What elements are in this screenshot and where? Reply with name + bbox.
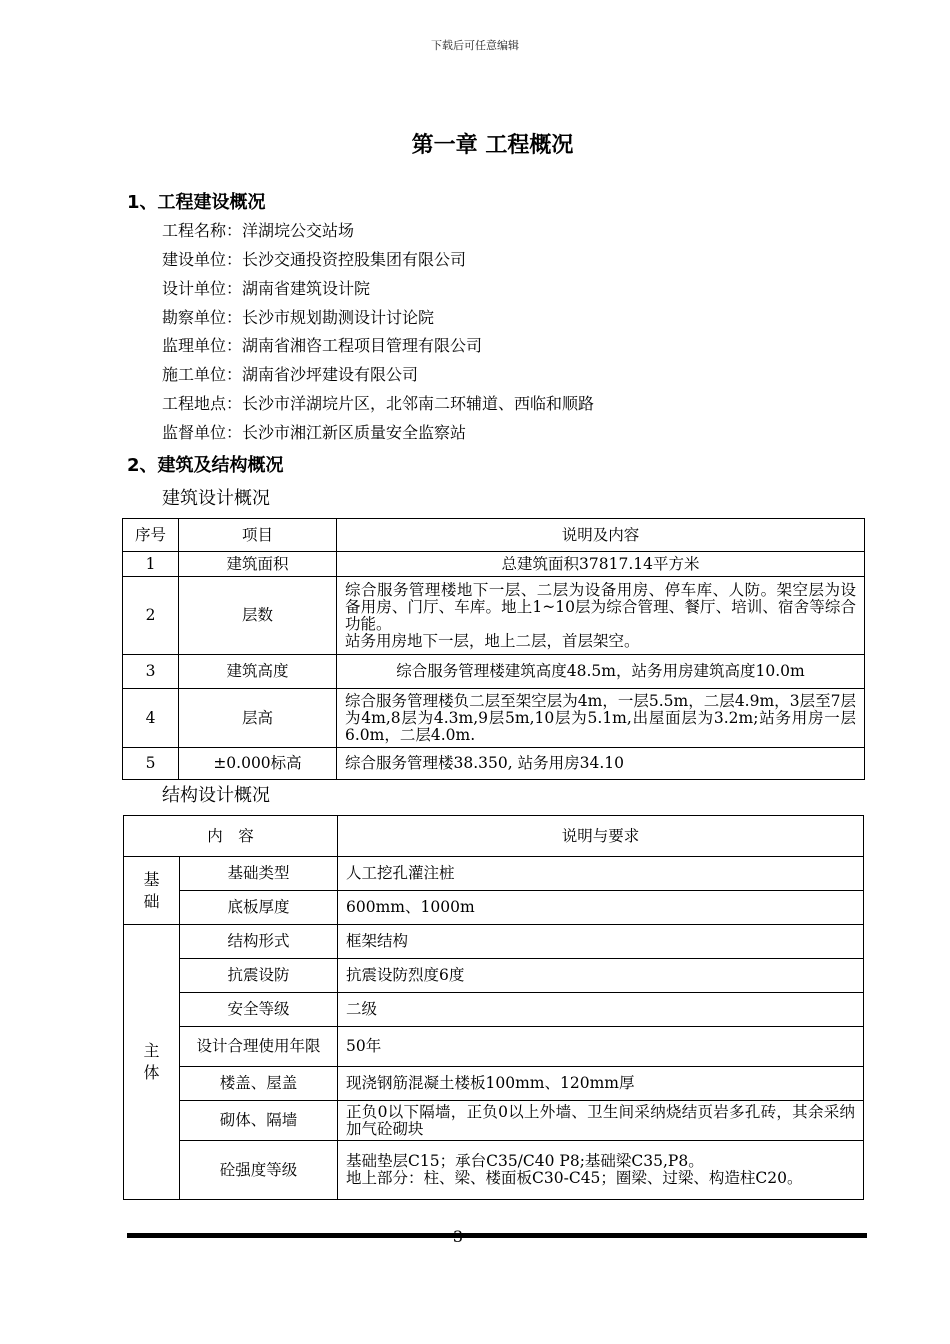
- row-item: 底板厚度: [180, 891, 338, 925]
- row-desc: 600mm、1000m: [338, 891, 864, 925]
- row-desc: 综合服务管理楼38.350, 站务用房34.10: [337, 748, 865, 780]
- table-row: [124, 959, 864, 993]
- info-line: 设计单位：湖南省建筑设计院: [162, 279, 371, 298]
- row-item: 楼盖、屋盖: [180, 1067, 338, 1101]
- structure-table: [123, 815, 864, 1200]
- table-row: [124, 1027, 864, 1067]
- column-header: 项目: [179, 519, 337, 552]
- info-line: 勘察单位：长沙市规划勘测设计讨论院: [162, 308, 435, 327]
- row-desc: [337, 577, 865, 655]
- chapter-title: 第一章 工程概况: [411, 133, 574, 158]
- group-label-text: 基础: [143, 869, 160, 911]
- row-item: 建筑面积: [179, 552, 337, 577]
- row-desc: 总建筑面积37817.14平方米: [337, 552, 865, 577]
- row-desc: 人工挖孔灌注桩: [338, 857, 864, 891]
- row-desc: 综合服务管理楼负二层至架空层为4m，一层5.5m，二层4.9m，3层至7层为4m,8层为4.3m,9层5m,10层为5.1m,出屋面层为3.2m;站务用房一层6.0m，二层4.0m.: [337, 689, 865, 748]
- row-item: 建筑高度: [179, 655, 337, 689]
- row-item: 层高: [179, 689, 337, 748]
- table-header-row: [123, 519, 865, 552]
- row-number: 2: [123, 577, 179, 655]
- row-desc: [338, 1141, 864, 1200]
- table-row: [124, 891, 864, 925]
- row-item: 基础类型: [180, 857, 338, 891]
- table-row: [124, 857, 864, 891]
- column-header: 说明与要求: [338, 816, 864, 857]
- table-row: [124, 993, 864, 1027]
- table-header-row: [124, 816, 864, 857]
- table-row: [124, 1101, 864, 1141]
- row-desc: 综合服务管理楼建筑高度48.5m，站务用房建筑高度10.0m: [337, 655, 865, 689]
- page-number: 3: [452, 1227, 464, 1246]
- info-line: 施工单位：湖南省沙坪建设有限公司: [162, 365, 419, 384]
- row-number: 1: [123, 552, 179, 577]
- info-line: 建设单位：长沙交通投资控股集团有限公司: [162, 250, 467, 269]
- section2-title: 2、建筑及结构概况: [127, 455, 284, 476]
- group-label: [124, 857, 180, 925]
- info-line: 监理单位：湖南省湘咨工程项目管理有限公司: [162, 336, 483, 355]
- row-item: 层数: [179, 577, 337, 655]
- row-desc: 正负0以下隔墙，正负0以上外墙、卫生间采纳烧结页岩多孔砖，其余采纳加气砼砌块: [338, 1101, 864, 1141]
- table-row: [123, 655, 865, 689]
- table-row: [123, 689, 865, 748]
- column-header: 序号: [123, 519, 179, 552]
- row-number: 4: [123, 689, 179, 748]
- row-item: 设计合理使用年限: [180, 1027, 338, 1067]
- row-item: ±0.000标高: [179, 748, 337, 780]
- page-header-note: 下载后可任意编辑: [431, 39, 519, 52]
- group-label: [124, 925, 180, 1200]
- struct-table-caption: 结构设计概况: [162, 785, 270, 806]
- table-row: [124, 1141, 864, 1200]
- row-desc-line: 地上部分：柱、梁、楼面板C30-C45；圈梁、过梁、构造柱C20。: [346, 1169, 803, 1187]
- table-row: [124, 925, 864, 959]
- table-row: [123, 577, 865, 655]
- table-row: [123, 552, 865, 577]
- row-number: 3: [123, 655, 179, 689]
- section1-title: 1、工程建设概况: [127, 192, 266, 213]
- table-row: [123, 748, 865, 780]
- row-desc-line: 综合服务管理楼地下一层、二层为设备用房、停车库、人防。架空层为设备用房、门厅、车库。地上1~10层为综合管理、餐厅、培训、宿舍等综合功能。: [345, 580, 856, 633]
- row-desc: 框架结构: [338, 925, 864, 959]
- row-desc: 50年: [338, 1027, 864, 1067]
- row-item: 砼强度等级: [180, 1141, 338, 1200]
- row-desc-line: 基础垫层C15；承台C35/C40 P8;基础梁C35,P8。: [346, 1152, 704, 1170]
- table-row: [124, 1067, 864, 1101]
- row-number: 5: [123, 748, 179, 780]
- group-label-text: 主体: [143, 1041, 160, 1082]
- row-desc-line: 站务用房地下一层，地上二层，首层架空。: [345, 631, 640, 650]
- info-line: 工程地点：长沙市洋湖垸片区，北邻南二环辅道、西临和顺路: [162, 394, 595, 413]
- row-desc: 抗震设防烈度6度: [338, 959, 864, 993]
- row-item: 安全等级: [180, 993, 338, 1027]
- info-line: 监督单位：长沙市湘江新区质量安全监察站: [162, 423, 467, 442]
- row-desc: 二级: [338, 993, 864, 1027]
- row-desc: 现浇钢筋混凝土楼板100mm、120mm厚: [338, 1067, 864, 1101]
- row-item: 砌体、隔墙: [180, 1101, 338, 1141]
- row-item: 抗震设防: [180, 959, 338, 993]
- architecture-table: [122, 518, 865, 780]
- row-item: 结构形式: [180, 925, 338, 959]
- info-line: 工程名称：洋湖垸公交站场: [162, 221, 355, 240]
- arch-table-caption: 建筑设计概况: [162, 488, 270, 509]
- column-header: 说明及内容: [337, 519, 865, 552]
- column-header: 内 容: [124, 816, 338, 857]
